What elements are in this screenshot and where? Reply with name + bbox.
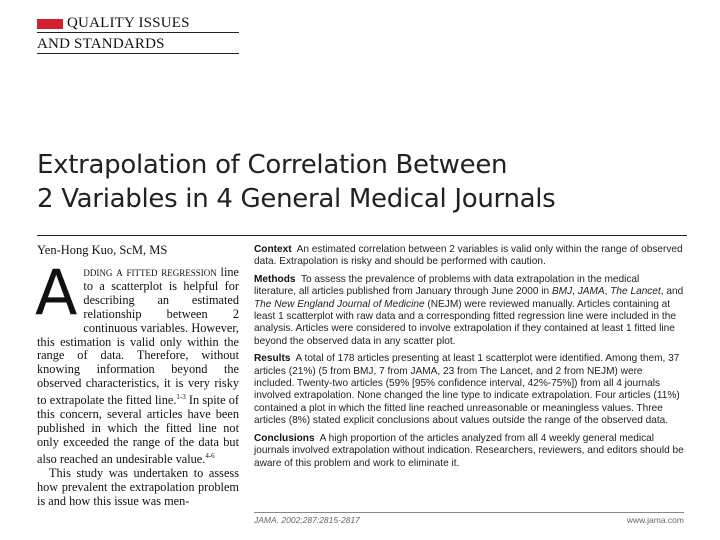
abstract-text: , xyxy=(604,286,611,298)
footer-rule xyxy=(254,512,684,513)
abstract-text: An estimated correlation between 2 variables is valid only within the range of observed data. Extrapolation is risky and should be performed with caution. xyxy=(254,244,683,268)
abstract-label: Conclusions xyxy=(254,432,315,444)
abstract-context xyxy=(254,244,684,269)
reference-marker: 4-6 xyxy=(205,451,215,460)
citation: JAMA. 2002;287:2815-2817 xyxy=(254,515,360,525)
abstract-text: To assess the prevalence of problems with data extrapolation in the medical literature, all articles published from January through June 2000 in xyxy=(254,273,640,298)
body-text: In spite of this concern, several articles have been published in which the fitted line not only exceeded the range of the data but also reached an undesirable value. xyxy=(37,393,239,466)
title-line-1: Extrapolation of Correlation Between xyxy=(37,150,508,180)
drop-cap: A xyxy=(35,256,78,329)
abstract xyxy=(254,244,684,473)
abstract-text: (NEJM) were reviewed manually. Articles containing at least 1 scatterplot with raw data and a corresponding fitted regression line were included in the analysis. Articles were considered to involve extrapolation if they contained at least 1 fitted line beyond the observed data in any scatter plot. xyxy=(254,298,676,347)
abstract-label: Context xyxy=(254,244,292,255)
title-line-2: 2 Variables in 4 General Medical Journals xyxy=(37,184,556,214)
abstract-label: Methods xyxy=(254,273,296,285)
section-accent-bar xyxy=(37,19,63,29)
section-rule-bottom xyxy=(37,53,239,54)
title-rule xyxy=(37,235,687,236)
section-label-line1: QUALITY ISSUES xyxy=(67,15,190,31)
abstract-text: , xyxy=(572,286,578,298)
abstract-methods xyxy=(254,274,684,348)
journal-name: The New England Journal of Medicine xyxy=(254,298,425,310)
author-byline: Yen-Hong Kuo, ScM, MS xyxy=(37,243,168,257)
journal-name: The Lancet xyxy=(610,286,661,298)
body-paragraph-2: This study was undertaken to assess how prevalent the extrapolation problem is and how this issue was men- xyxy=(37,465,239,508)
abstract-label: Results xyxy=(254,353,291,365)
section-rule-top xyxy=(37,32,239,33)
lead-in-text: dding a fitted regression xyxy=(83,265,217,279)
journal-name: JAMA xyxy=(577,286,605,298)
journal-name: BMJ xyxy=(551,286,573,298)
body-text: line to a scatterplot is helpful for describing an estimated relationship between 2 continuous variables. However, this estimation is valid only within the range of data. Therefore, without knowing information beyond the observed characteristics, it is very risky to extrapolate the fitted line. xyxy=(37,265,239,408)
abstract-text: , and xyxy=(660,286,684,298)
section-label-line2: AND STANDARDS xyxy=(37,36,165,52)
abstract-results xyxy=(254,353,684,427)
abstract-text: A total of 178 articles presenting at least 1 scatterplot were identified. Among them, 37 articles (21%) (5 from BMJ, 7 from JAMA, 23 from The Lancet, and 2 from NEJM) were included. Twenty-two articles (59% [95% confidence interval, 42%-75%]) from all 4 journals involved extrapolation. None changed the line type to indicate extrapolation. Four articles (11%) contained a plot in which the fitted line reached unreasonable or meaningless values. Three articles (8%) stated explicit conclusions about values outside the range of the observed data. xyxy=(254,353,680,427)
journal-url[interactable]: www.jama.com xyxy=(626,515,684,525)
reference-marker: 1-3 xyxy=(176,393,186,402)
abstract-conclusions xyxy=(254,433,684,470)
abstract-text: A high proportion of the articles analyzed from all 4 weekly general medical journals involved extrapolation without indication. Researchers, reviewers, and editors should be aware of this problem and work to eliminate it. xyxy=(254,432,684,469)
body-paragraph-1 xyxy=(35,256,239,467)
article-title xyxy=(37,148,687,216)
body-column xyxy=(35,256,239,509)
